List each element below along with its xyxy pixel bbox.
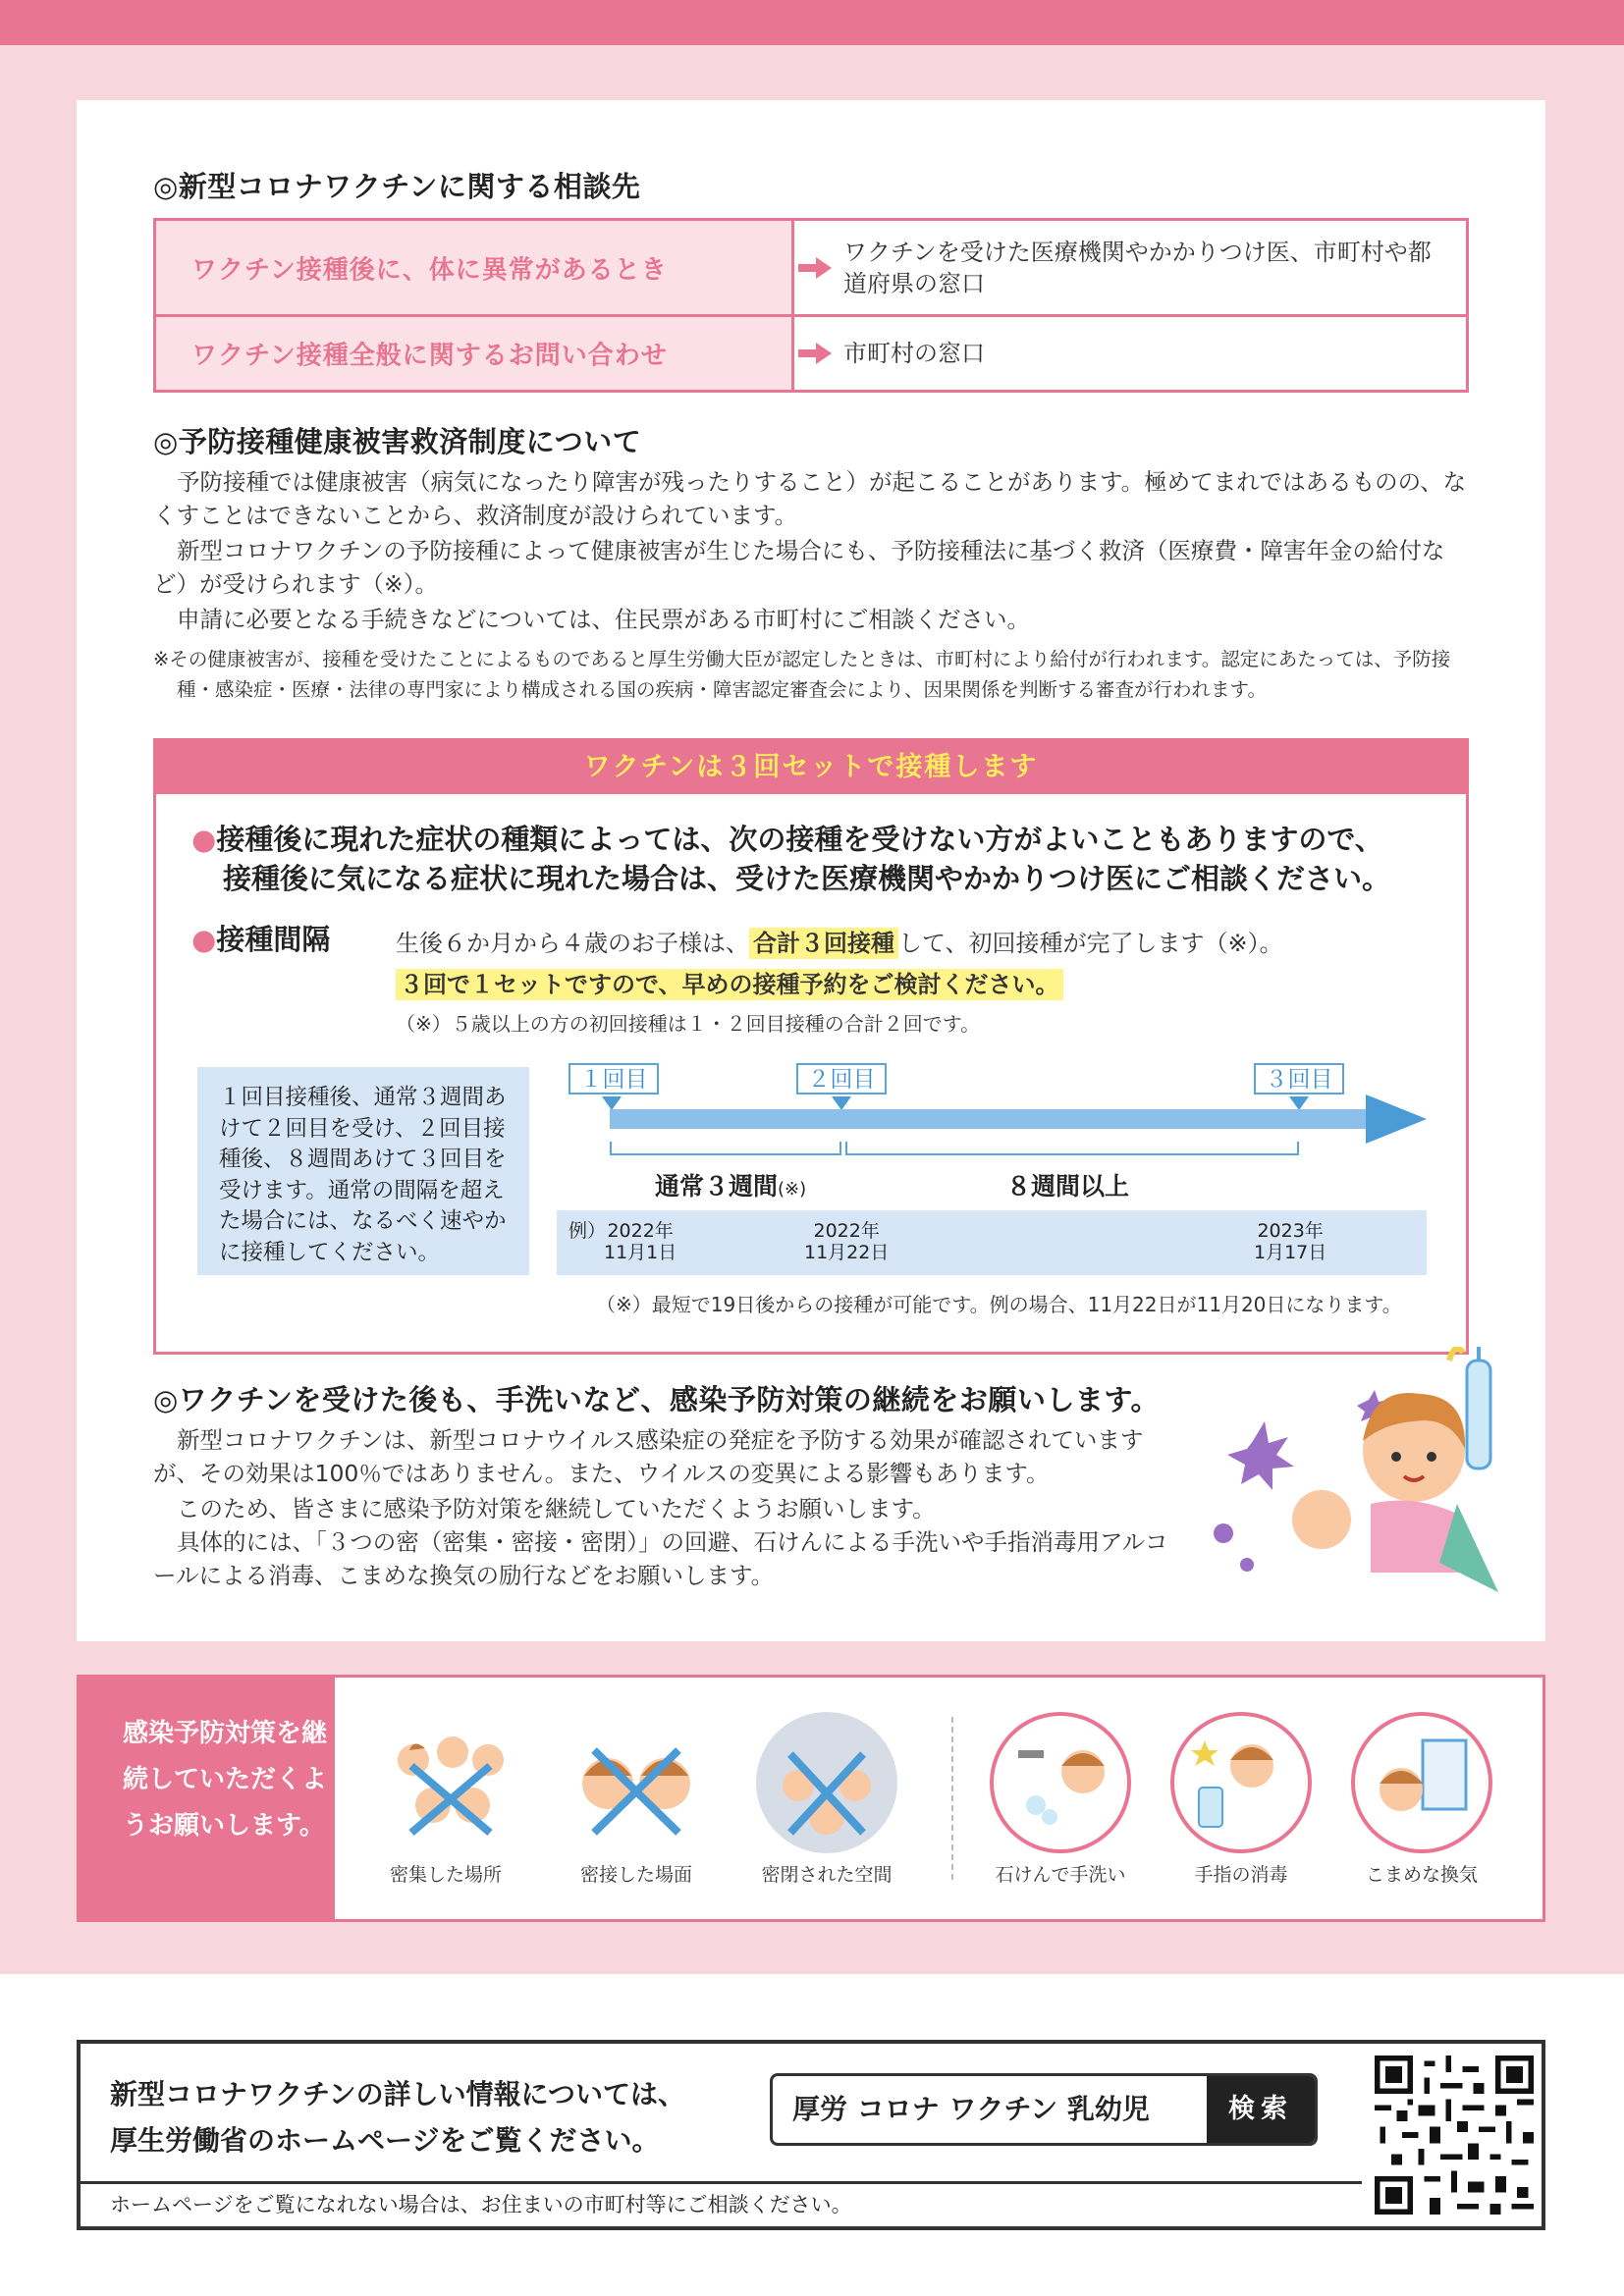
relief-paragraph-1: 予防接種では健康被害（病気になったり障害が残ったりすること）が起こることがあります。極めてまれではあるものの、なくすことはできないことから、救済制度が設けられています。 [153,468,1467,529]
consult-case-cell [156,317,794,390]
footer-line-1: 新型コロナワクチンの詳しい情報については、 [110,2078,686,2110]
gap-1-label [655,1167,806,1202]
date-1 [604,1220,677,1263]
gap-2-brace [845,1142,1299,1155]
relief-paragraph-3: 申請に必要となる手続きなどについては、住民票がある市町村にご相談ください。 [177,606,1031,633]
dose-1-marker: １回目 [568,1063,659,1095]
consult-row [156,221,1466,317]
consult-heading: ◎新型コロナワクチンに関する相談先 [153,170,641,203]
footer-line-2: 厚生労働省のホームページをご覧ください。 [110,2124,660,2157]
prevention-paragraph-1: 新型コロナワクチンは、新型コロナウイルス感染症の発症を予防する効果が確認されていますが、その効果は100％ではありません。また、ウイルスの変異による影響もあります。 [153,1426,1144,1487]
caution-line-2: 接種後に気になる症状に現れた場合は、受けた医療機関やかかりつけ医にご相談ください。 [223,862,1391,895]
footer-divider [81,2181,1362,2184]
caution-line-1: 接種後に現れた症状の種類によっては、次の接種を受けない方がよいこともありますので、 [216,823,1383,856]
closed-space-icon [755,1711,898,1854]
interval-explanation: １回目接種後、通常３週間あけて２回目を受け、２回目接種後、８週間あけて３回目を受けます。通常の間隔を超えた場合には、なるべく速やかに接種してください。 [219,1085,507,1265]
strip-item-label: 密接した場面 [579,1864,692,1886]
interval-post: して、初回接種が完了します（※）。 [898,930,1283,957]
handwashing-icon [989,1711,1132,1854]
interval-advice: ３回で１セットですので、早めの接種予約をご検討ください。 [396,969,1063,1000]
search-query: 厚労 コロナ ワクチン 乳幼児 [792,2093,1150,2125]
consult-row [156,317,1466,390]
relief-paragraph-2: 新型コロナワクチンの予防接種によって健康被害が生じた場合にも、予防接種法に基づく救済（医療費・障害年金の給付など）が受けられます（※）。 [153,537,1445,598]
search-button[interactable]: 検索 [1207,2076,1315,2143]
interval-label: 接種間隔 [216,923,331,956]
strip-item-label: 密閉された空間 [761,1864,893,1886]
strip-divider [951,1717,953,1880]
interval-highlight: 合計３回接種 [749,928,898,959]
timeline-bar [610,1109,1366,1129]
dose-3-marker: ３回目 [1254,1063,1344,1095]
prevention-strip [77,1675,1545,1922]
date-3 [1254,1220,1326,1263]
gap-1-text: 通常３週間 [655,1172,779,1201]
interval-pre: 生後６か月から４歳のお子様は、 [396,930,749,957]
footer-note: ホームページをご覧になれない場合は、お住まいの市町村等にご相談ください。 [110,2193,852,2216]
top-band [0,0,1624,45]
interval-line-2 [396,965,1063,999]
gap-1-brace [610,1142,841,1155]
strip-item-label: 石けんで手洗い [995,1864,1126,1886]
schedule-box [153,738,1469,1355]
hand-sanitizer-icon [1169,1711,1313,1854]
footer-info-box [77,2040,1545,2230]
dose-2-pointer-icon [832,1096,851,1110]
prevention-heading: ◎ワクチンを受けた後も、手洗いなど、感染予防対策の継続をお願いします。 [153,1383,1161,1416]
close-contact-icon [565,1711,708,1854]
date-1-year: 2022年 [607,1220,674,1242]
arrow-right-icon [798,257,832,279]
crowded-place-icon [374,1711,517,1854]
strip-title-panel [80,1678,335,1919]
interval-note: （※）５歳以上の方の初回接種は１・２回目接種の合計２回です。 [396,1012,981,1036]
caution-bullet [191,820,1383,859]
prevention-paragraph-2: このため、皆さまに感染予防対策を継続していただくようお願いします。 [177,1495,936,1522]
interval-label-row [191,920,330,959]
interval-text [396,924,1283,958]
prevention-paragraph-3: 具体的には、「３つの密（密集・密接・密閉）」の回避、石けんによる手洗いや手指消毒用アルコールによる消毒、こまめな換気の励行などをお願いします。 [153,1528,1168,1589]
search-box[interactable] [770,2073,1318,2146]
consult-table [153,218,1469,393]
bullet-dot-icon: ● [191,823,217,856]
ventilation-icon [1350,1711,1493,1854]
date-3-day: 1月17日 [1254,1242,1327,1263]
consult-case-cell [156,221,794,314]
strip-item-label: こまめな換気 [1365,1864,1478,1886]
gap-1-note: (※) [778,1179,807,1200]
dose-1-pointer-icon [602,1096,622,1110]
bullet-dot-icon: ● [191,923,217,956]
footer-message [110,2071,685,2163]
strip-item-label: 手指の消毒 [1194,1864,1288,1886]
date-3-year: 2023年 [1257,1220,1324,1242]
strip-title: 感染予防対策を継続していただくようお願いします。 [123,1719,328,1841]
relief-note: ※その健康被害が、接種を受けたことによるものであると厚生労働大臣が認定したときは、市町村により給付が行われます。認定にあたっては、予防接種・感染症・医療・法律の専門家により構成される国の疾病・障害認定審査会により、因果関係を判断する審査が行われます。 [153,648,1451,701]
hero-child-illustration [1204,1347,1508,1602]
strip-item-label: 密集した場所 [389,1864,502,1886]
arrow-right-icon [798,343,832,364]
dose-3-pointer-icon [1289,1096,1309,1110]
schedule-title: ワクチンは３回セットで接種します [156,741,1466,794]
timeline-arrow-icon [1366,1095,1427,1144]
date-2 [804,1220,889,1263]
gap-2-label: ８週間以上 [1006,1172,1130,1201]
dose-2-marker: ２回目 [796,1063,887,1095]
relief-heading: ◎予防接種健康被害救済制度について [153,425,642,458]
date-1-day: 11月1日 [604,1242,677,1263]
date-2-day: 11月22日 [804,1242,890,1263]
interval-explanation-box [197,1067,529,1275]
example-dates-band [557,1210,1427,1275]
date-2-year: 2022年 [813,1220,880,1242]
consult-contact: 市町村の窓口 [843,340,985,367]
schedule-footnote: （※）最短で19日後からの接種が可能です。例の場合、11月22日が11月20日になります。 [596,1293,1402,1316]
consult-case-label: ワクチン接種後に、体に異常があるとき [191,255,668,285]
consult-contact: ワクチンを受けた医療機関やかかりつけ医、市町村や都道府県の窓口 [843,238,1432,297]
example-label: 例） [568,1220,607,1242]
qr-code-icon[interactable] [1375,2056,1534,2215]
consult-case-label: ワクチン接種全般に関するお問い合わせ [191,341,668,371]
